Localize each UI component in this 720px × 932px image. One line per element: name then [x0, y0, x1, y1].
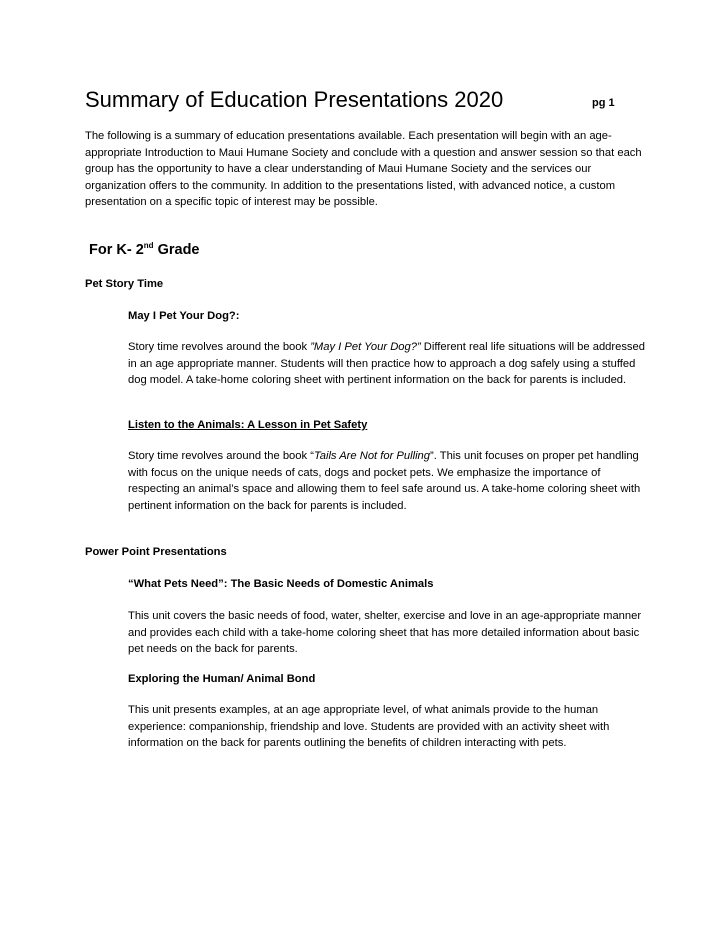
story-2-description [128, 448, 648, 514]
powerpoint-1-title: “What Pets Need”: The Basic Needs of Domestic Animals [128, 578, 434, 590]
story-1-text-after: Different real life situations will be addressed in an age appropriate manner. Students will then practice how to approach a dog safely using a stuffed dog model. A take-home coloring sheet with pertinent information on the back for parents is included. [128, 341, 645, 387]
grade-heading [89, 238, 200, 262]
intro-paragraph: The following is a summary of education presentations available. Each presentation will begin with an age-appropriate Introduction to Maui Humane Society and conclude with a question and answer session so that each group has the opportunity to have a clear understanding of Maui Humane Society and the services our organization offers to the community. In addition to the presentations listed, with advanced notice, a custom presentation on a specific topic of interest may be possible. [85, 130, 642, 209]
powerpoint-1-description: This unit covers the basic needs of food, water, shelter, exercise and love in an age-appropriate manner and provides each child with a take-home coloring sheet that has more detailed information about basic pet needs on the back for parents. [128, 610, 642, 656]
powerpoint-2-title: Exploring the Human/ Animal Bond [128, 673, 316, 685]
story-1-book-title: ”May I Pet Your Dog?” [310, 341, 421, 353]
section-heading-pet-story-time: Pet Story Time [85, 278, 164, 290]
grade-heading-superscript: nd [143, 241, 154, 250]
story-1-text-before: Story time revolves around the book [128, 341, 311, 353]
story-2-text-before: Story time revolves around the book “ [128, 450, 314, 462]
page-number: pg 1 [592, 97, 615, 109]
powerpoint-2-description: This unit presents examples, at an age appropriate level, of what animals provide to the human experience: companionship, friendship and love. Students are provided with an activity sheet with information on the back for parents outlining the benefits of children interacting with pets. [128, 704, 610, 750]
story-2-book-title: Tails Are Not for Pulling [313, 450, 431, 462]
story-1-title: May I Pet Your Dog?: [128, 310, 240, 322]
grade-heading-prefix: For K- 2 [89, 242, 144, 258]
story-1-description [128, 339, 648, 389]
section-heading-power-point: Power Point Presentations [85, 546, 227, 558]
story-2-title: Listen to the Animals: A Lesson in Pet Safety [128, 419, 368, 431]
grade-heading-suffix: Grade [153, 242, 200, 258]
story-2-text-after: ”. This unit focuses on proper pet handling with focus on the unique needs of cats, dogs and pocket pets. We emphasize the importance of respecting an animal’s space and allowing them to feel safe around us. A take-home coloring sheet with pertinent information on the back for parents is included. [128, 450, 641, 512]
title-row [85, 86, 645, 118]
page-title: Summary of Education Presentations 2020 [85, 87, 504, 112]
